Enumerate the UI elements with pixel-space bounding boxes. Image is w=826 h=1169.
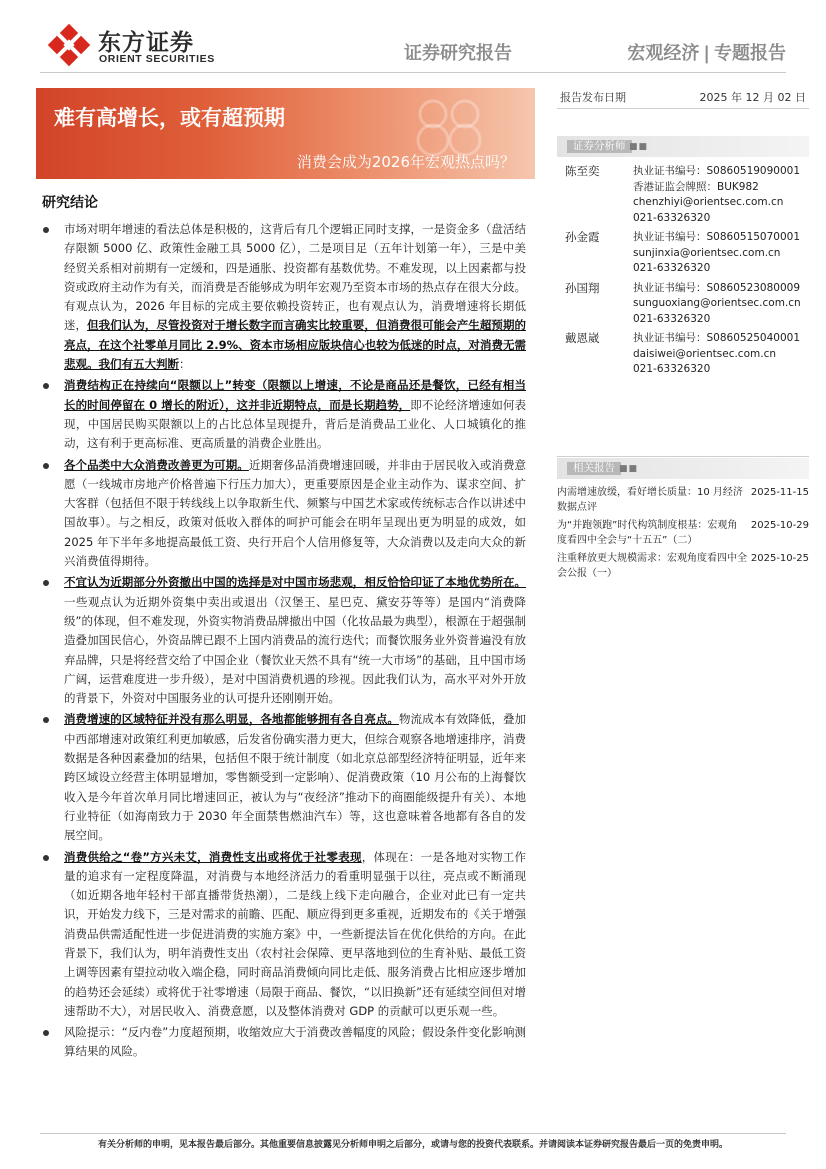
bullet-icon	[43, 463, 49, 469]
analyst-section-label: 证券分析师	[567, 140, 632, 153]
related-report-link[interactable]	[557, 485, 809, 515]
body-text: ：	[179, 357, 191, 372]
conclusion-paragraph	[40, 848, 526, 1022]
analyst-contact	[633, 331, 809, 378]
analyst-section-header	[557, 136, 809, 157]
conclusion-paragraph	[40, 710, 526, 845]
key-judgment-text: 不宜认为近期部分外资撤出中国的选择是对中国市场悲观，相反恰恰印证了本地优势所在。	[64, 575, 526, 590]
body-text: 风险提示：“反内卷”力度超预期，收缩效应大于消费改善幅度的风险；假设条件变化影响测算结果的风险。	[64, 1025, 526, 1059]
research-conclusion	[40, 192, 526, 1064]
analyst-contact-line: 021-63326320	[633, 211, 711, 224]
related-report-link[interactable]	[557, 551, 809, 581]
body-text: 近期奢侈品消费增速回暖，并非由于居民收入或消费意愿（一线城市房地产价格普遍下行压力加大），更重要原因是企业主动作为、谋求空间、扩大客群（包括但不限于转线线上以争取新生代、频繁与中国艺术家或传统标志合作以讲述中国故事）。与之相反，政策对低收入群体的呵护可能会在明年呈现出更为明显的成效，如 2025 年下半年多地提高最低工资、央行开启个人信用修复等，大众消费以及走向大众的新兴消费值得期待。	[64, 457, 527, 569]
analyst-contact-line: daisiwei@orientsec.com.cn	[633, 347, 776, 360]
analyst-entry	[565, 331, 809, 378]
related-report-title[interactable]: 内需增速放缓，看好增长质量：10 月经济数据点评	[557, 487, 743, 513]
related-report-date: 2025-10-25	[750, 553, 809, 564]
report-category	[627, 39, 786, 65]
analyst-contact-line: 021-63326320	[633, 262, 711, 274]
publish-date-row	[560, 89, 806, 105]
related-section-label: 相关报告	[567, 462, 621, 475]
analyst-contact-line: chenzhiyi@orientsec.com.cn	[633, 196, 784, 208]
related-divider	[557, 456, 809, 457]
related-section-header	[557, 458, 809, 479]
section-title: 研究结论	[42, 195, 98, 211]
bullet-icon	[43, 855, 49, 861]
conclusion-paragraph	[40, 376, 526, 453]
analyst-contact	[633, 281, 809, 328]
analyst-contact-line: sunjinxia@orientsec.com.cn	[633, 246, 781, 259]
analyst-contact-line: 执业证书编号：S0860523080009	[633, 281, 801, 294]
bullet-icon	[43, 1030, 49, 1036]
key-judgment-text: 消费增速的区域特征并没有那么明显，各地都能够拥有各自亮点。	[64, 712, 399, 727]
report-type: 证券研究报告	[404, 43, 512, 64]
orient-logo-icon	[46, 22, 92, 68]
analyst-contact	[633, 230, 809, 277]
footer-divider	[40, 1133, 786, 1134]
publish-divider	[557, 108, 809, 109]
bullet-icon	[43, 227, 49, 233]
category-label: 宏观经济	[627, 43, 700, 64]
analyst-name: 戴恩崴	[565, 331, 600, 345]
analyst-name: 陈至奕	[565, 164, 600, 178]
analyst-contact-line: 香港证监会牌照：BUK982	[633, 180, 759, 193]
body-text: ，体现在：一是各地对实物工作量的追求有一定程度降温，对消费与本地经济活力的看重明显强于以往，亮点或不断涌现（如近期各地年轻村干部直播带货热潮），二是线上线下走向融合，企业对此已有一定共识，开始发力线下，三是对需求的前瞻、匹配、顺应得到更多重视，近期发布的《关于增强消费品供需适配性进一步促进消费的实施方案》中，一些新提法旨在优化供给的方向。在此背景下，我们认为，明年消费性支出（农村社会保障、更早落地到位的生育补贴、最低工资上调等因素有望拉动收入端企稳，同时商品消费倾向同比走低、服务消费占比相应逐步增加的趋势还会延续）或将优于社零增速（局限于商品、餐饮，“以旧换新”还有延续空间但对增速帮助不大），对居民收入、消费意愿，以及整体消费对 GDP 的贡献可以更乐观一些。	[64, 849, 526, 1018]
analyst-entry	[565, 164, 809, 226]
company-logo	[46, 22, 232, 70]
conclusion-paragraph	[40, 220, 526, 374]
analyst-entry	[565, 230, 809, 277]
section-dots-icon: ■■	[619, 464, 639, 474]
related-report-date: 2025-11-15	[750, 487, 809, 498]
analyst-contact-line: 021-63326320	[633, 312, 711, 325]
logo-chinese-name: 东方证券	[98, 30, 194, 56]
key-judgment-text: 各个品类中大众消费改善更为可期。	[64, 457, 249, 472]
bullet-icon	[43, 717, 49, 723]
body-text: 即不论经济增速如何表现，中国居民购买限额以上的占比总体呈现提升，背后是消费品工业化、人口城镇化的推动，这有利于更高标准、更高质量的消费企业胜出。	[64, 397, 526, 451]
analyst-contact-line: sunguoxiang@orientsec.com.cn	[633, 297, 801, 309]
category-separator: |	[703, 43, 710, 64]
title-banner	[36, 88, 535, 179]
report-title: 难有高增长，或有超预期	[54, 106, 285, 130]
related-report-title[interactable]: 为“并跑领跑”时代构筑制度根基：宏观角度看四中全会与“十五五”（二）	[557, 520, 738, 546]
subcategory-label: 专题报告	[714, 43, 786, 64]
publish-date-label: 报告发布日期	[560, 91, 626, 104]
report-subtitle: 消费会成为2026年宏观热点吗？	[296, 153, 515, 171]
analyst-contact-line: 执业证书编号：S0860519090001	[633, 165, 801, 177]
section-dots-icon: ■■	[629, 142, 649, 152]
analyst-list	[565, 164, 809, 378]
bullet-icon	[43, 580, 49, 586]
conclusion-paragraph	[40, 573, 526, 708]
key-judgment-text: 消费结构正在持续向“限额以上”转变（限额以上增速，不论是商品还是餐饮，已经有相当长的时间停留在 0 增长的附近），这并非近期特点，而是长期趋势，	[64, 378, 526, 412]
logo-english-name: ORIENT SECURITIES	[99, 53, 215, 65]
related-report-title[interactable]: 注重释放更大规模需求：宏观角度看四中全会公报（一）	[557, 553, 747, 579]
header-divider	[40, 72, 786, 73]
related-report-date: 2025-10-29	[750, 520, 809, 531]
analyst-name: 孙金霞	[565, 230, 600, 244]
body-text: 一些观点认为近期外资集中卖出或退出（汉堡王、星巴克、黛安芬等等）是国内“消费降级”的体现，但不难发现，外资实物消费品牌撤出中国（化妆品最为典型），根源在于超强制造叠加国民信心，外资品牌已跟不上国内消费品的流行迭代；而餐饮服务业外资普遍没有放弃品牌，只是将经营交给了中国企业（餐饮业天然不具有“统一大市场”的基础，且中国市场广阔，运营难度进一步升级），是对中国消费机遇的珍视。因此我们认为，高水平对外开放的背景下，外资对中国服务业的认可提升还刚刚开始。	[64, 594, 526, 706]
analyst-contact-line: 执业证书编号：S0860525040001	[633, 332, 801, 344]
analyst-name: 孙国翔	[565, 280, 600, 295]
body-text: 市场对明年增速的看法总体是积极的，这背后有几个逻辑正同时支撑，一是资金多（盘活结存限额 5000 亿、政策性金融工具 5000 亿），二是项目足（五年计划第一年），三是中美经贸关系相对前期有一定缓和，四是通胀、投资都有基数优势。不难发现，以上因素都与投资或政府主动作为有关，而消费是否能够成为明年宏观乃至资本市场的热点存在很大分歧。有观点认为，2026 年目标的完成主要依赖投资转正，也有观点认为，消费增速将长期低迷，	[64, 222, 526, 333]
disclaimer-footer: 有关分析师的申明，见本报告最后部分。其他重要信息披露见分析师申明之后部分，或请与您的投资代表联系。并请阅读本证券研究报告最后一页的免责申明。	[97, 1140, 728, 1150]
analyst-entry	[565, 281, 809, 328]
body-text: 物流成本有效降低，叠加中西部增速对政策红利更加敏感，后发省份确实潜力更大，但综合观察各地增速排序，消费数据是各种因素叠加的结果，包括但不限于统计制度（如北京总部型经济特征明显，近年来跨区域设立经营主体明显增加，零售额受到一定影响）、促消费政策（10 月公布的上海餐饮收入是今年首次单月同比增速回正，被认为与“夜经济”推动下的商圈能级提升有关）、本地行业特征（如海南致力于 2030 年全面禁售燃油汽车）等，这也意味着各地都有各自的发展空间。	[64, 712, 526, 843]
publish-date: 2025 年 12 月 02 日	[699, 91, 806, 104]
conclusion-paragraphs	[40, 220, 526, 1062]
bullet-icon	[43, 383, 49, 389]
conclusion-paragraph	[40, 1023, 526, 1062]
related-reports-list	[557, 485, 809, 584]
analyst-contact-line: 执业证书编号：S0860515070001	[633, 231, 801, 243]
key-judgment-text: 消费供给之“卷”方兴未艾，消费性支出或将优于社零表现	[64, 849, 362, 864]
conclusion-paragraph	[40, 456, 526, 572]
related-report-link[interactable]	[557, 518, 809, 548]
analyst-contact-line: 021-63326320	[633, 363, 711, 375]
key-judgment-text: 但我们认为，尽管投资对于增长数字而言确实比较重要，但消费很可能会产生超预期的亮点，在这个社零单月同比 2.9%、资本市场相应版块信心也较为低迷的时点，对消费无需悲观。我们有五大判断	[64, 318, 527, 372]
analyst-contact	[633, 164, 809, 226]
